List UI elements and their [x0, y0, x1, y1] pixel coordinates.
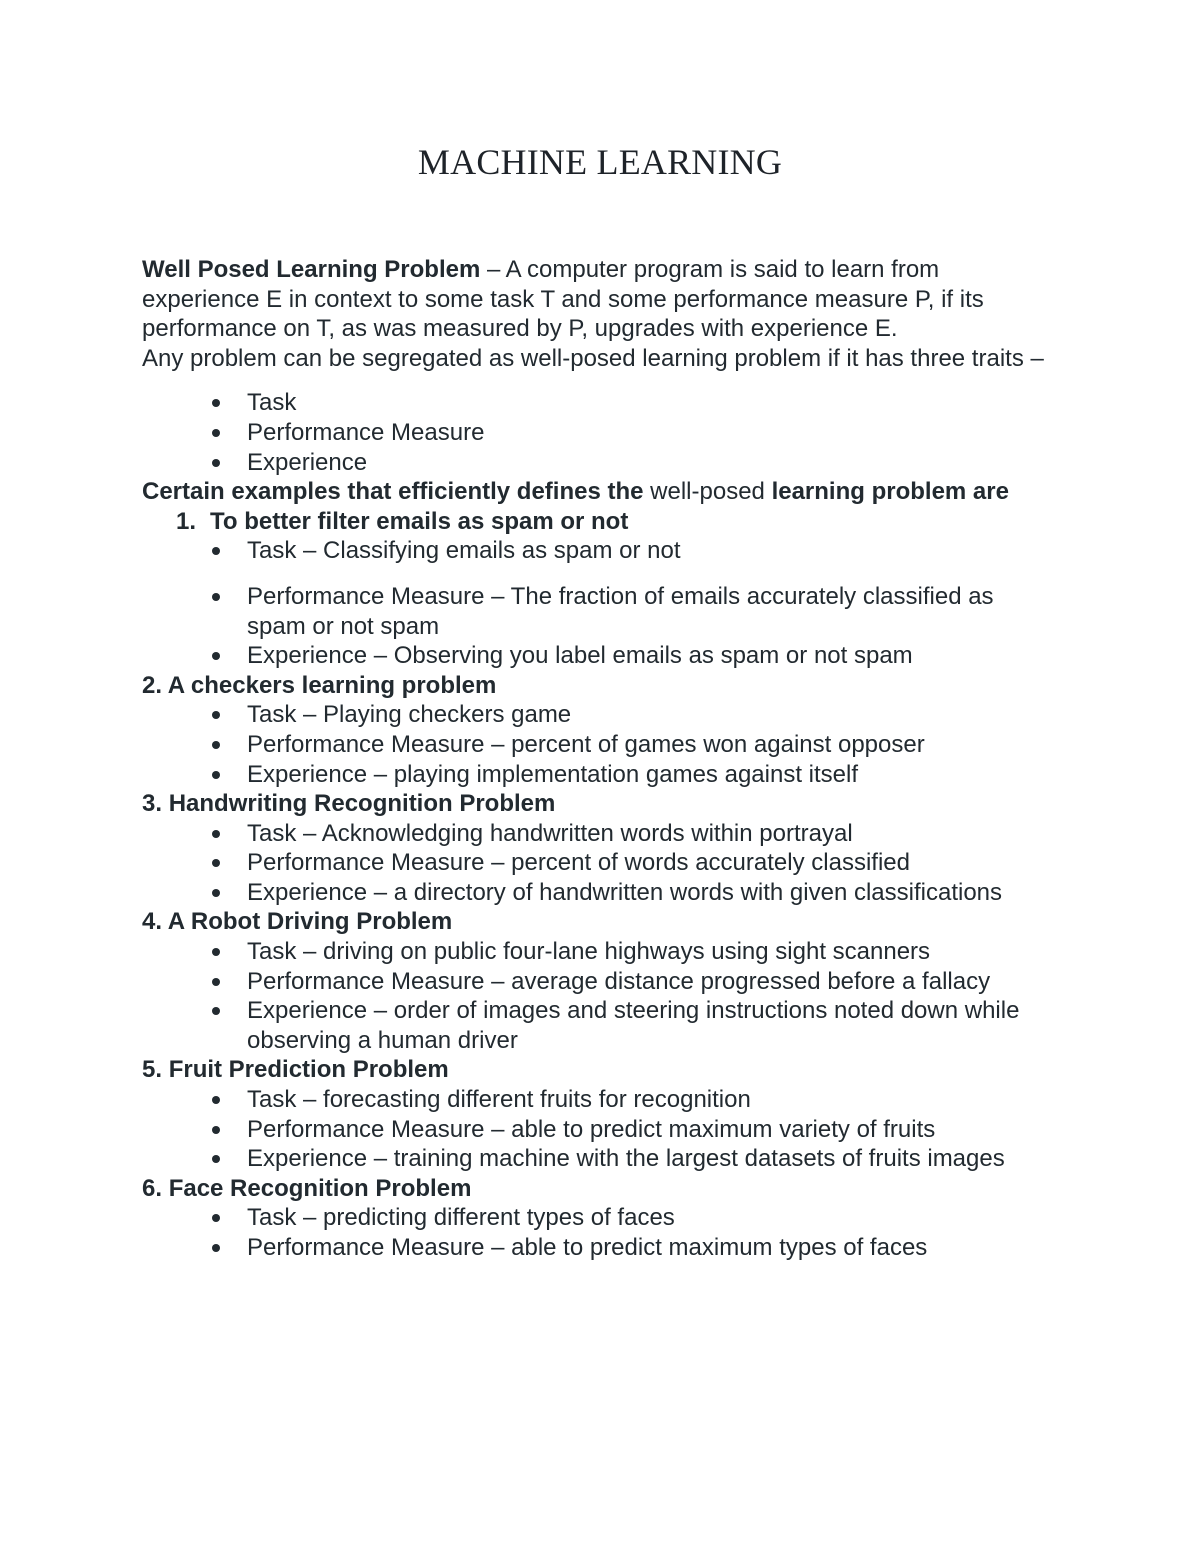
list-item: Performance Measure – able to predict maximum variety of fruits: [142, 1115, 1058, 1145]
bullet-icon: [212, 859, 220, 867]
list-item: Performance Measure – The fraction of emails accurately classified as spam or not spam: [142, 582, 1058, 641]
list-item: Task – predicting different types of faces: [142, 1203, 1058, 1233]
intro-definition: – A computer program is said to learn from experience E in context to some task T and some performance measure P, if its performance on T, as was measured by P, upgrades with experience E.: [142, 256, 984, 343]
traits-list: [142, 388, 1058, 477]
list-item: Experience – order of images and steering instructions noted down while observing a human driver: [142, 996, 1058, 1055]
example-heading: 2. A checkers learning problem: [142, 671, 497, 699]
list-item: Task – Classifying emails as spam or not: [142, 536, 1058, 566]
bullet-icon: [212, 889, 220, 897]
bullet-icon: [212, 948, 220, 956]
bullet-icon: [212, 1007, 220, 1015]
bullet-icon: [212, 399, 220, 407]
list-item: Task – Acknowledging handwritten words within portrayal: [142, 819, 1058, 849]
example-items: [142, 819, 1058, 908]
bullet-icon: [212, 1244, 220, 1252]
list-item: Experience: [142, 448, 1058, 478]
example-items: [142, 700, 1058, 789]
bullet-icon: [212, 1214, 220, 1222]
traits-line: Any problem can be segregated as well-posed learning problem if it has three traits –: [142, 344, 1044, 372]
bullet-icon: [212, 593, 220, 601]
bullet-icon: [212, 1155, 220, 1163]
bullet-icon: [212, 711, 220, 719]
document-title: MACHINE LEARNING: [417, 142, 783, 182]
bullet-icon: [212, 741, 220, 749]
list-item: Experience – playing implementation games against itself: [142, 760, 1058, 790]
intro-term: Well Posed Learning Problem: [142, 256, 481, 283]
example-heading: 5. Fruit Prediction Problem: [142, 1056, 449, 1084]
bullet-icon: [212, 978, 220, 986]
list-item: Task – driving on public four-lane highways using sight scanners: [142, 937, 1058, 967]
list-item: Task – forecasting different fruits for recognition: [142, 1085, 1058, 1115]
examples-heading: Certain examples that efficiently defines the well-posed learning problem are: [142, 478, 1009, 506]
example-heading: 1. To better filter emails as spam or not: [176, 507, 629, 535]
example-items: [142, 1203, 1058, 1262]
list-item: Task: [142, 388, 1058, 418]
bullet-icon: [212, 830, 220, 838]
bullet-icon: [212, 547, 220, 555]
list-item: Performance Measure – percent of games won against opposer: [142, 730, 1058, 760]
example-items: [142, 1085, 1058, 1174]
list-item: Performance Measure – average distance progressed before a fallacy: [142, 967, 1058, 997]
bullet-icon: [212, 1126, 220, 1134]
example-heading: 4. A Robot Driving Problem: [142, 908, 453, 936]
list-item: Performance Measure: [142, 418, 1058, 448]
bullet-icon: [212, 1096, 220, 1104]
list-item: Experience – training machine with the largest datasets of fruits images: [142, 1144, 1058, 1174]
list-item: Task – Playing checkers game: [142, 700, 1058, 730]
bullet-icon: [212, 459, 220, 467]
example-heading: 6. Face Recognition Problem: [142, 1174, 472, 1202]
list-item: Performance Measure – percent of words accurately classified: [142, 848, 1058, 878]
bullet-icon: [212, 771, 220, 779]
bullet-icon: [212, 429, 220, 437]
example-heading: 3. Handwriting Recognition Problem: [142, 790, 556, 818]
list-item: Experience – Observing you label emails as spam or not spam: [142, 641, 1058, 671]
example-items: [142, 536, 1058, 670]
example-items: [142, 937, 1058, 1055]
bullet-icon: [212, 652, 220, 660]
document-body: [142, 255, 1058, 1263]
list-item: Performance Measure – able to predict maximum types of faces: [142, 1233, 1058, 1263]
list-item: Experience – a directory of handwritten words with given classifications: [142, 878, 1058, 908]
intro-paragraph: [142, 255, 1058, 344]
